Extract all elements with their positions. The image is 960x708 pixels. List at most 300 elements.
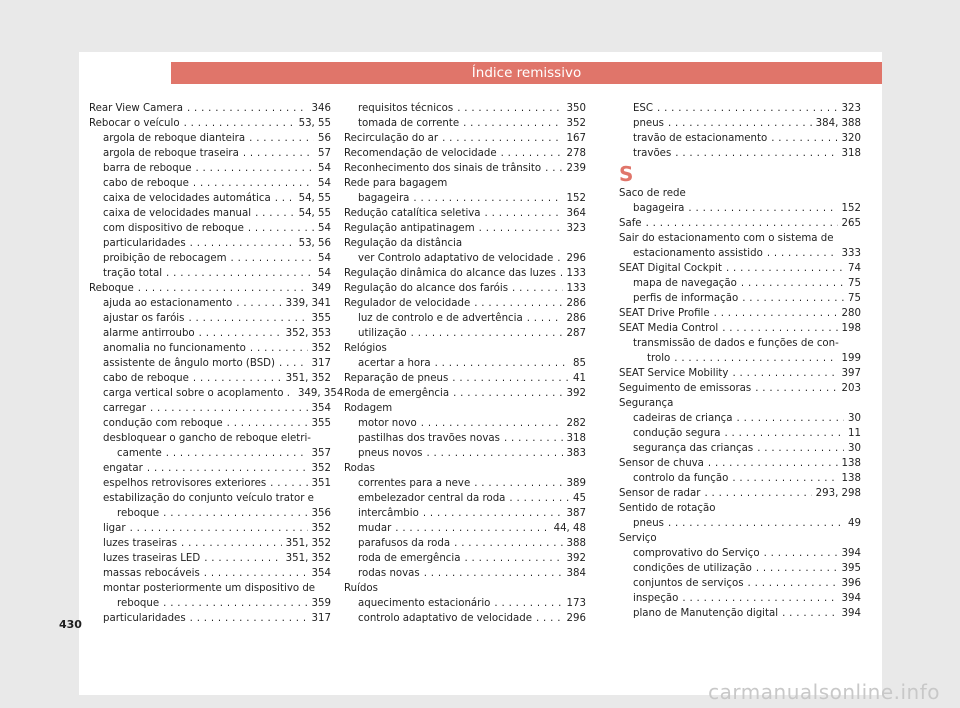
index-term: bagageira [633,203,685,214]
index-entry [344,236,586,251]
dot-leader [485,206,563,221]
index-term: SEAT Service Mobility [619,368,729,379]
page-reference: 54, 55 [298,193,331,204]
index-term: carga vertical sobre o acoplamento . [103,388,290,399]
page-reference: 293, 298 [815,488,861,499]
dot-leader [479,221,563,236]
page-reference: 323 [566,223,586,234]
index-entry [89,191,331,206]
page-reference: 323 [841,103,861,114]
dot-leader [688,201,837,216]
page-reference: 394 [841,548,861,559]
page-reference: 286 [566,298,586,309]
index-entry [344,536,586,551]
dot-leader [527,311,563,326]
dot-leader [130,521,308,536]
index-term: Reparação de pneus [344,373,449,384]
page-reference: 351 [311,478,331,489]
index-entry [344,251,586,266]
index-term: ligar [103,523,126,534]
index-entry [89,581,331,596]
index-term: trolo [647,353,671,364]
page-reference: 296 [566,613,586,624]
index-term: Rodagem [344,403,393,414]
index-term: condições de utilização [633,563,752,574]
index-term: parafusos da roda [358,538,451,549]
index-entry [89,491,331,506]
page-reference: 339, 341 [285,298,331,309]
dot-leader [423,506,563,521]
index-entry [619,531,861,546]
dot-leader [204,551,281,566]
index-entry [89,296,331,311]
index-entry [344,611,586,626]
index-entry [89,161,331,176]
page-reference: 45 [573,493,586,504]
page-reference: 394 [841,593,861,604]
index-entry [619,216,861,231]
page-reference: 359 [311,598,331,609]
index-entry [89,566,331,581]
page-reference: 75 [848,293,861,304]
index-entry [619,546,861,561]
index-term: pastilhas dos travões novas [358,433,500,444]
index-entry [89,521,331,536]
index-entry [619,606,861,621]
index-term: Sensor de chuva [619,458,704,469]
index-term: SEAT Media Control [619,323,719,334]
index-entry [619,366,861,381]
index-term: SEAT Digital Cockpit [619,263,722,274]
page-reference: 352 [311,463,331,474]
index-term: Regulação da distância [344,238,463,249]
index-column-3-top [619,101,861,161]
index-entry [619,101,861,116]
page-reference: 387 [566,508,586,519]
page-reference: 138 [841,458,861,469]
page-reference: 350 [566,103,586,114]
page-title: Índice remissivo [471,65,582,81]
index-term: perfis de informação [633,293,739,304]
dot-leader [163,596,307,611]
index-term: inspeção [633,593,679,604]
index-entry [619,381,861,396]
index-entry [344,521,586,536]
dot-leader [674,351,837,366]
dot-leader [453,386,562,401]
index-term: estabilização do conjunto veículo trator e [103,493,314,504]
dot-leader [504,431,563,446]
page-reference: 54 [318,163,331,174]
index-term: reboque [117,598,160,609]
dot-leader [557,251,562,266]
index-entry [89,266,331,281]
page-reference: 317 [311,613,331,624]
page-reference: 74 [848,263,861,274]
dot-leader [411,326,563,341]
index-term: intercâmbio [358,508,419,519]
index-term: requisitos técnicos [358,103,454,114]
dot-leader [435,356,569,371]
dot-leader [512,281,563,296]
dot-leader [195,161,314,176]
index-term: Regulador de velocidade [344,298,471,309]
index-term: Segurança [619,398,674,409]
dot-leader [163,506,307,521]
page-reference: 152 [841,203,861,214]
index-entry [89,221,331,236]
index-term: particularidades [103,238,186,249]
dot-leader [757,441,844,456]
index-term: travões [633,148,672,159]
index-entry [344,596,586,611]
dot-leader [755,381,837,396]
dot-leader [150,401,308,416]
index-term: SEAT Drive Profile [619,308,710,319]
page-reference: 49 [848,518,861,529]
index-term: utilização [358,328,407,339]
index-term: mapa de navegação [633,278,737,289]
dot-leader [657,101,838,116]
index-term: cadeiras de criança [633,413,733,424]
dot-leader [190,611,308,626]
index-entry [344,221,586,236]
page-reference: 397 [841,368,861,379]
dot-leader [509,491,569,506]
index-entry [89,476,331,491]
dot-leader [494,596,562,611]
dot-leader [166,266,314,281]
index-term: Rodas [344,463,375,474]
dot-leader [536,611,563,626]
index-term: tomada de corrente [358,118,460,129]
index-term: Recirculação do ar [344,133,439,144]
dot-leader [756,561,838,576]
dot-leader [726,261,844,276]
index-entry [619,351,861,366]
index-entry [344,446,586,461]
page-reference: 56 [318,133,331,144]
page-reference: 133 [566,283,586,294]
page-reference: 352, 353 [285,328,331,339]
index-term: anomalia no funcionamento [103,343,246,354]
index-term: Sensor de radar [619,488,701,499]
index-term: luzes traseiras LED [103,553,201,564]
index-entry [344,296,586,311]
index-term: controlo adaptativo de velocidade [358,613,532,624]
index-entry [89,101,331,116]
index-term: travão de estacionamento [633,133,768,144]
page-reference: 282 [566,418,586,429]
index-term: alarme antirroubo [103,328,195,339]
page-reference: 11 [848,428,861,439]
dot-leader [193,371,282,386]
index-term: comprovativo do Serviço [633,548,760,559]
index-entry [89,386,344,401]
page-reference: 355 [311,418,331,429]
index-term: pneus [633,118,664,129]
index-entry [344,206,586,221]
dot-leader [442,131,562,146]
index-term: Roda de emergência [344,388,450,399]
dot-leader [732,366,837,381]
index-term: particularidades [103,613,186,624]
index-term: Rebocar o veículo [89,118,180,129]
dot-leader [166,446,308,461]
index-entry [619,276,861,291]
index-term: Sentido de rotação [619,503,716,514]
index-entry [619,426,861,441]
section-letter-s: S [619,162,634,186]
index-entry [344,356,586,371]
dot-leader [708,456,838,471]
index-entry [89,551,331,566]
index-entry [344,416,586,431]
index-entry [89,236,331,251]
index-entry [344,491,586,506]
index-entry [89,131,331,146]
index-entry [344,401,586,416]
index-entry [619,456,861,471]
dot-leader [248,221,314,236]
page-reference: 396 [841,578,861,589]
page-reference: 44, 48 [553,523,586,534]
index-term: carregar [103,403,146,414]
index-term: acertar a hora [358,358,431,369]
index-term: embelezador central da roda [358,493,506,504]
index-entry [619,591,861,606]
index-term: cabo de reboque [103,178,189,189]
index-entry [89,281,331,296]
index-term: cabo de reboque [103,373,189,384]
index-entry [344,341,586,356]
index-term: massas rebocáveis [103,568,200,579]
page-reference: 138 [841,473,861,484]
index-entry [619,261,861,276]
index-term: Relógios [344,343,387,354]
dot-leader [275,191,295,206]
page-reference: 392 [566,553,586,564]
page-reference: 384, 388 [815,118,861,129]
index-entry [619,291,861,306]
dot-leader [421,416,563,431]
index-entry [344,326,586,341]
page-reference: 54, 55 [298,208,331,219]
index-entry [619,576,861,591]
index-term: luz de controlo e de advertência [358,313,523,324]
page-reference: 392 [566,388,586,399]
dot-leader [204,566,308,581]
index-term: aquecimento estacionário [358,598,491,609]
index-entry [89,326,331,341]
index-term: argola de reboque traseira [103,148,239,159]
index-entry [344,476,586,491]
page-reference: 352 [311,343,331,354]
page-reference: 318 [566,433,586,444]
dot-leader [395,521,549,536]
dot-leader [243,146,314,161]
page-reference: 351, 352 [285,553,331,564]
page-reference: 280 [841,308,861,319]
index-entry [619,146,861,161]
dot-leader [560,266,563,281]
page-reference: 287 [566,328,586,339]
page-reference: 383 [566,448,586,459]
dot-leader [732,471,837,486]
dot-leader [463,116,562,131]
index-entry [89,611,331,626]
index-term: caixa de velocidades automática [103,193,271,204]
index-term: Serviço [619,533,657,544]
page-reference: 357 [311,448,331,459]
dot-leader [181,536,282,551]
index-entry [344,146,586,161]
page-reference: 349 [311,283,331,294]
index-entry [344,506,586,521]
index-term: Saco de rede [619,188,686,199]
index-column-3 [619,101,861,621]
page-reference: 352 [311,523,331,534]
dot-leader [767,246,838,261]
page-reference: 355 [311,313,331,324]
index-entry [89,536,331,551]
index-entry [619,396,861,411]
dot-leader [724,426,844,441]
index-term: Rear View Camera [89,103,183,114]
page-reference: 53, 56 [298,238,331,249]
dot-leader [231,251,315,266]
dot-leader [255,206,295,221]
page-reference: 351, 352 [285,538,331,549]
index-entry [89,401,331,416]
index-entry [89,446,331,461]
index-term: Redução catalítica seletiva [344,208,481,219]
index-term: plano de Manutenção digital [633,608,779,619]
index-entry [344,551,586,566]
dot-leader [668,516,844,531]
page-reference: 394 [841,608,861,619]
page-reference: 318 [841,148,861,159]
dot-leader [236,296,281,311]
index-term: pneus [633,518,664,529]
dot-leader [452,371,569,386]
page-reference: 349, 354 [297,388,344,399]
page-reference: 320 [841,133,861,144]
index-entry [619,201,861,216]
page-reference: 351, 352 [285,373,331,384]
page-reference: 346 [311,103,331,114]
index-term: estacionamento assistido [633,248,763,259]
page-reference: 395 [841,563,861,574]
index-entry [89,146,331,161]
index-entry [89,596,331,611]
page-reference: 389 [566,478,586,489]
index-entry [344,191,586,206]
index-entry [619,321,861,336]
index-entry [619,246,861,261]
page-reference: 296 [566,253,586,264]
index-entry [89,206,331,221]
dot-leader [457,101,562,116]
index-term: transmissão de dados e funções de con- [633,338,839,349]
page-reference: 317 [311,358,331,369]
index-term: controlo da função [633,473,729,484]
index-term: Reconhecimento dos sinais de trânsito [344,163,542,174]
page-reference: 278 [566,148,586,159]
page-reference: 167 [566,133,586,144]
index-entry [89,416,331,431]
page-number: 430 [59,618,82,631]
page-reference: 364 [566,208,586,219]
index-term: Ruídos [344,583,378,594]
page-reference: 354 [311,403,331,414]
dot-leader [193,176,314,191]
page-reference: 199 [841,353,861,364]
index-entry [89,506,331,521]
dot-leader [675,146,837,161]
page-reference: 54 [318,178,331,189]
index-term: mudar [358,523,392,534]
index-term: ajustar os faróis [103,313,185,324]
index-entry [619,231,861,246]
page-reference: 352 [566,118,586,129]
index-entry [619,516,861,531]
index-entry [89,311,331,326]
index-entry [344,431,586,446]
index-term: roda de emergência [358,553,461,564]
index-term: Sair do estacionamento com o sistema de [619,233,834,244]
dot-leader [771,131,837,146]
dot-leader [184,116,295,131]
dot-leader [250,341,308,356]
index-column-2 [344,101,586,626]
index-term: condução com reboque [103,418,223,429]
dot-leader [646,216,838,231]
dot-leader [270,476,307,491]
dot-leader [668,116,812,131]
page-reference: 54 [318,223,331,234]
index-entry [619,486,861,501]
index-entry [344,101,586,116]
index-entry [344,311,586,326]
page-reference: 388 [566,538,586,549]
index-entry [89,371,331,386]
page-reference: 30 [848,443,861,454]
dot-leader [190,236,295,251]
dot-leader [782,606,837,621]
page-reference: 173 [566,598,586,609]
index-entry [344,131,586,146]
index-term: Rede para bagagem [344,178,448,189]
dot-leader [682,591,837,606]
page-reference: 85 [573,358,586,369]
page-header [171,62,882,84]
dot-leader [737,411,845,426]
index-term: proibição de rebocagem [103,253,227,264]
index-term: segurança das crianças [633,443,754,454]
dot-leader [188,311,307,326]
index-entry [619,116,861,131]
dot-leader [147,461,308,476]
index-entry [344,566,586,581]
dot-leader [426,446,562,461]
page-reference: 203 [841,383,861,394]
index-entry [344,116,586,131]
index-entry [89,341,331,356]
index-term: ver Controlo adaptativo de velocidade [358,253,554,264]
index-entry [619,336,861,351]
index-entry [619,501,861,516]
